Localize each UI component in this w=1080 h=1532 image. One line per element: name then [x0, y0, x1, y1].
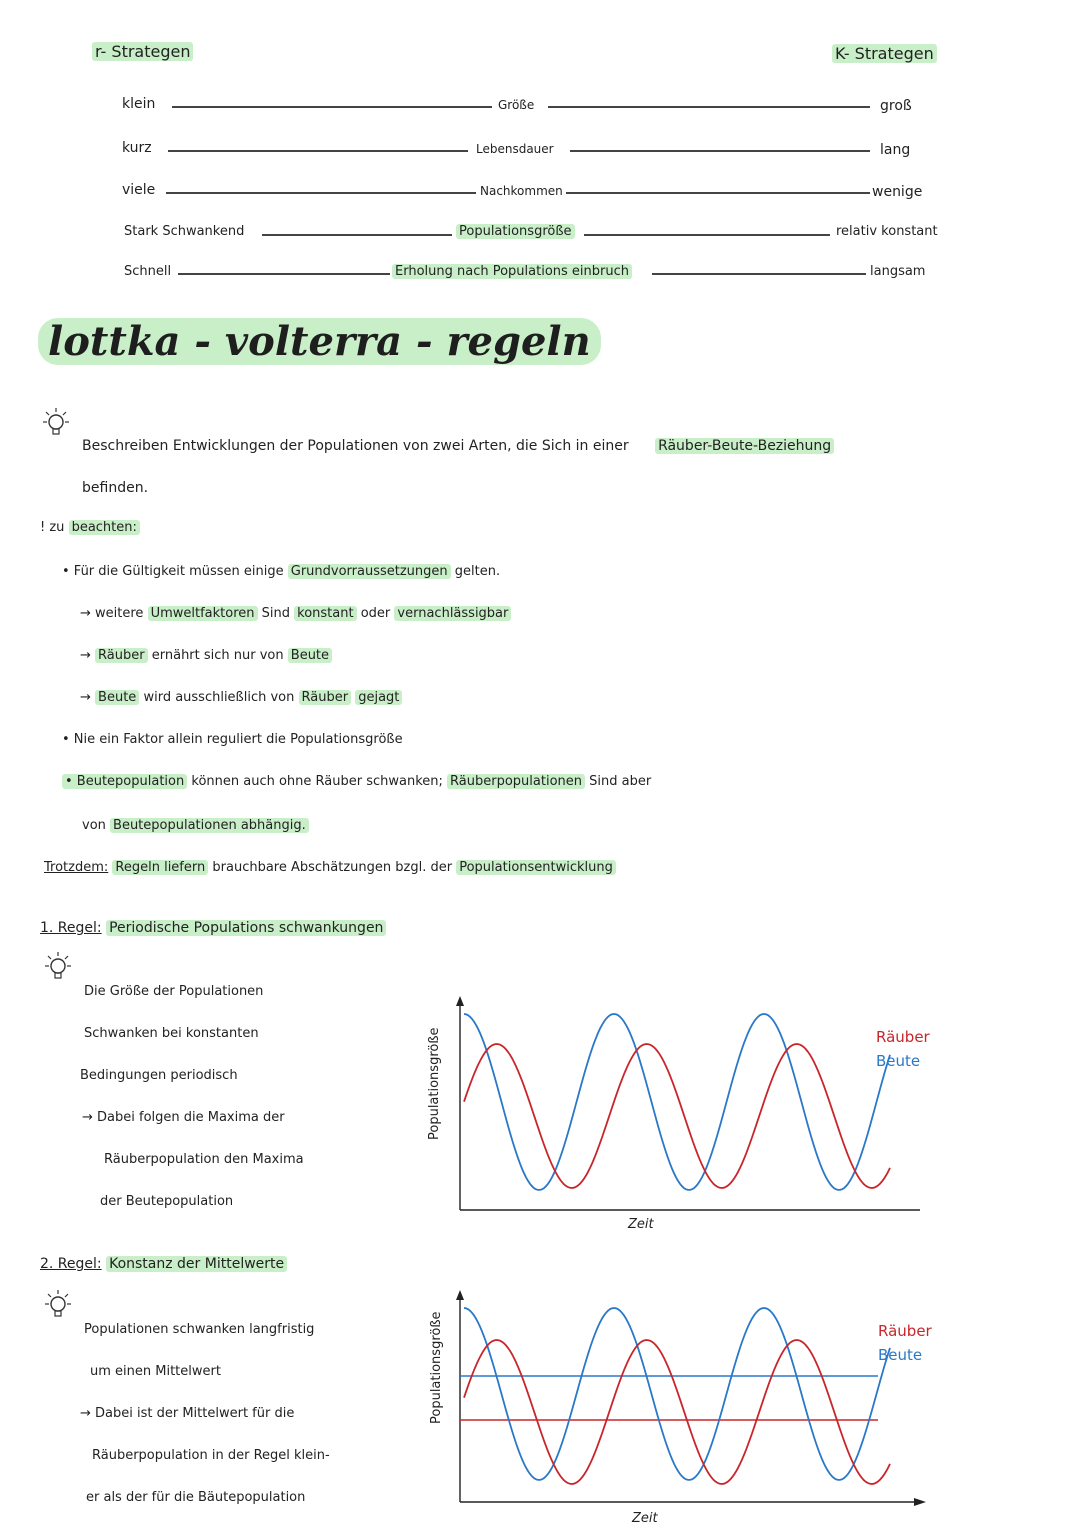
- legend-predator: Räuber: [878, 1322, 932, 1340]
- row1-line-right: [548, 106, 870, 108]
- x-axis-label: Zeit: [632, 1511, 658, 1526]
- row4-left: Stark Schwankend: [124, 224, 245, 239]
- lightbulb-icon: [40, 1288, 76, 1324]
- rule1-line-2: Bedingungen periodisch: [80, 1068, 238, 1083]
- row4-right: relativ konstant: [836, 224, 938, 239]
- y-axis-label: Populationsgröße: [427, 1027, 442, 1140]
- rule2-line-1: um einen Mittelwert: [90, 1364, 221, 1379]
- k-strategen-heading: K- Strategen: [832, 44, 937, 63]
- prey-series: [464, 1014, 890, 1190]
- y-axis-arrow: [456, 1290, 464, 1300]
- rule1-heading: 1. Regel: Periodische Populations schwankungen: [40, 920, 386, 936]
- rule2-chart: [420, 1284, 1040, 1528]
- rule1-line-0: Die Größe der Populationen: [84, 984, 264, 999]
- page-title: lottka - volterra - regeln: [38, 318, 601, 365]
- row5-left: Schnell: [124, 264, 172, 279]
- note-arrow-3: → Beute wird ausschließlich von Räuber gejagt: [80, 690, 402, 705]
- rule2-line-2: → Dabei ist der Mittelwert für die: [80, 1406, 295, 1421]
- notes-heading: ! zu beachten:: [40, 520, 140, 535]
- rule1-line-1: Schwanken bei konstanten: [84, 1026, 259, 1041]
- row5-line-right: [652, 273, 866, 275]
- row4-line-left: [262, 234, 452, 236]
- rule1-line-5: der Beutepopulation: [100, 1194, 234, 1209]
- legend-prey: Beute: [878, 1346, 923, 1364]
- rule1-line-4: Räuberpopulation den Maxima: [104, 1152, 304, 1167]
- y-axis-arrow: [456, 996, 464, 1006]
- r-strategen-heading: r- Strategen: [92, 42, 193, 61]
- rule2-heading: 2. Regel: Konstanz der Mittelwerte: [40, 1256, 287, 1272]
- note-bullet-1: • Für die Gültigkeit müssen einige Grundvorraussetzungen gelten.: [62, 564, 501, 579]
- row3-line-right: [566, 192, 870, 194]
- legend-prey: Beute: [876, 1052, 921, 1070]
- rule2-line-3: Räuberpopulation in der Regel klein-: [92, 1448, 330, 1463]
- row1-line-left: [172, 106, 492, 108]
- note-bullet-3-cont: von Beutepopulationen abhängig.: [82, 818, 309, 833]
- legend-predator: Räuber: [876, 1028, 930, 1046]
- note-arrow-2: → Räuber ernährt sich nur von Beute: [80, 648, 332, 663]
- lightbulb-icon: [38, 406, 74, 442]
- row2-line-right: [570, 150, 870, 152]
- x-axis-label: Zeit: [628, 1217, 654, 1232]
- row2-left: kurz: [122, 140, 152, 156]
- lightbulb-icon: [40, 950, 76, 986]
- x-axis-arrow: [914, 1498, 926, 1506]
- intro-line2: befinden.: [82, 480, 149, 496]
- row1-right: groß: [880, 98, 912, 114]
- rule2-line-0: Populationen schwanken langfristig: [84, 1322, 315, 1337]
- rule1-line-3: → Dabei folgen die Maxima der: [82, 1110, 285, 1125]
- rule1-chart: [420, 990, 1040, 1240]
- predator-series: [464, 1044, 890, 1188]
- predator-series: [464, 1340, 890, 1484]
- row3-line-left: [166, 192, 476, 194]
- note-bullet-3: • Beutepopulation können auch ohne Räuber schwanken; Räuberpopulationen Sind aber: [62, 774, 651, 789]
- trotzdem-line: Trotzdem: Regeln liefern brauchbare Abschätzungen bzgl. der Populationsentwicklung: [44, 860, 616, 875]
- row5-middle: Erholung nach Populations einbruch: [392, 264, 632, 279]
- row5-line-left: [178, 273, 390, 275]
- row2-middle: Lebensdauer: [476, 142, 554, 156]
- row1-left: klein: [122, 96, 156, 112]
- rule2-line-4: er als der für die Bäutepopulation: [86, 1490, 306, 1505]
- row4-line-right: [584, 234, 830, 236]
- y-axis-label: Populationsgröße: [429, 1311, 444, 1424]
- note-arrow-1: → weitere Umweltfaktoren Sind konstant oder vernachlässigbar: [80, 606, 511, 621]
- row1-middle: Größe: [498, 98, 535, 112]
- row2-line-left: [168, 150, 468, 152]
- row3-left: viele: [122, 182, 156, 198]
- row3-right: wenige: [872, 184, 923, 200]
- row5-right: langsam: [870, 264, 926, 279]
- intro-line1: Beschreiben Entwicklungen der Populationen von zwei Arten, die Sich in einer Räuber-Beute-Beziehung: [82, 438, 834, 454]
- row4-middle: Populationsgröße: [456, 224, 575, 239]
- note-bullet-2: • Nie ein Faktor allein reguliert die Populationsgröße: [62, 732, 403, 747]
- row3-middle: Nachkommen: [480, 184, 563, 198]
- row2-right: lang: [880, 142, 911, 158]
